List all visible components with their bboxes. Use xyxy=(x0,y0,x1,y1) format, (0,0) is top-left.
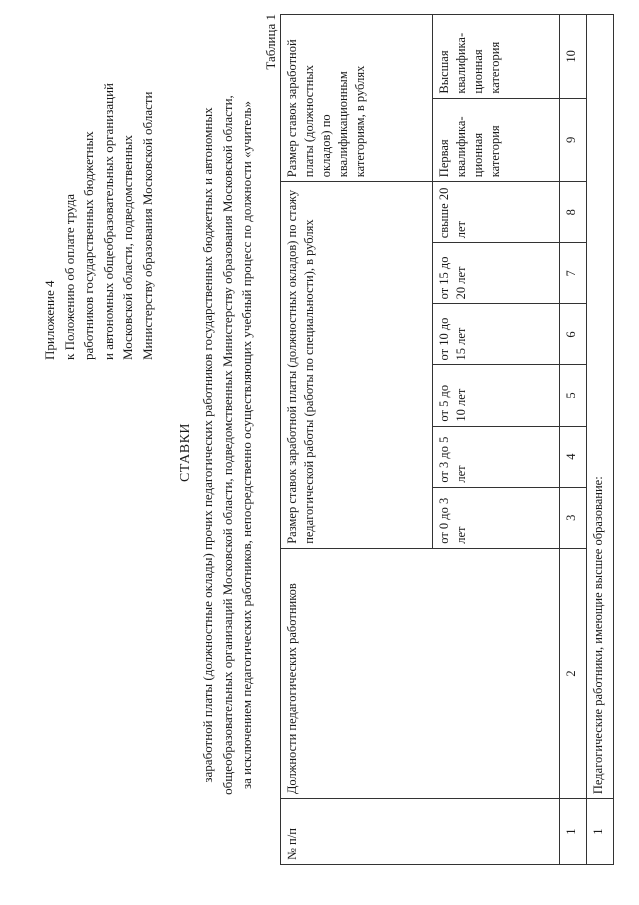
index-cell: 10 xyxy=(560,15,587,99)
section-title: Педагогические работники, имеющие высшее образование: xyxy=(587,15,614,799)
header-exp-3-5: от 3 до 5 лет xyxy=(433,426,560,487)
salary-rates-table xyxy=(280,14,614,865)
appendix-line: Министерству образования Московской области xyxy=(139,91,155,360)
table-label: Таблица 1 xyxy=(263,14,278,70)
subtitle-line: за исключением педагогических работников, непосредственно осуществляющих учебный процесс по должности «учитель» xyxy=(239,101,254,789)
header-num: № п/п xyxy=(281,799,560,865)
header-exp-10-15: от 10 до 15 лет xyxy=(433,304,560,365)
appendix-line: Московской области, подведомственных xyxy=(120,134,135,360)
header-first-category: Первая квалифика-ционная категория xyxy=(433,98,560,182)
appendix-note xyxy=(40,83,157,360)
table-index-row xyxy=(560,15,587,865)
table-section-row xyxy=(587,15,614,865)
header-category-group: Размер ставок заработной платы (должностных окладов) по квалификационным категориям, в рублях xyxy=(281,15,433,182)
header-highest-category: Высшая квалифика-ционная категория xyxy=(433,15,560,99)
subtitle-line: заработной платы (должностные оклады) прочих педагогических работников государственных бюджетных и автономных xyxy=(200,107,215,783)
appendix-line: Приложение 4 xyxy=(42,280,57,360)
appendix-line: и автономных общеобразовательных организаций xyxy=(100,82,116,360)
document-subtitle xyxy=(198,15,257,875)
header-exp-over-20: свыше 20 лет xyxy=(433,182,560,243)
subtitle-line: общеобразовательных организаций Московской области, подведомственных Министерству образования Московской области, xyxy=(219,95,235,795)
index-cell: 8 xyxy=(560,182,587,243)
appendix-line: работников государственных бюджетных xyxy=(81,131,96,360)
index-cell: 5 xyxy=(560,365,587,426)
document-title: СТАВКИ xyxy=(178,422,193,483)
header-exp-0-3: от 0 до 3 лет xyxy=(433,487,560,548)
appendix-line: к Положению об оплате труда xyxy=(61,193,77,360)
table-header-row xyxy=(281,15,433,865)
index-cell: 6 xyxy=(560,304,587,365)
index-cell: 2 xyxy=(560,548,587,798)
index-cell: 1 xyxy=(560,799,587,865)
section-num: 1 xyxy=(587,799,614,865)
header-exp-15-20: от 15 до 20 лет xyxy=(433,243,560,304)
header-experience-group: Размер ставок заработной платы (должностных окладов) по стажу педагогической работы (работы по специальности), в рублях xyxy=(281,182,433,549)
index-cell: 9 xyxy=(560,98,587,182)
header-exp-5-10: от 5 до 10 лет xyxy=(433,365,560,426)
index-cell: 4 xyxy=(560,426,587,487)
index-cell: 7 xyxy=(560,243,587,304)
header-position: Должности педагогических работников xyxy=(281,548,560,798)
index-cell: 3 xyxy=(560,487,587,548)
